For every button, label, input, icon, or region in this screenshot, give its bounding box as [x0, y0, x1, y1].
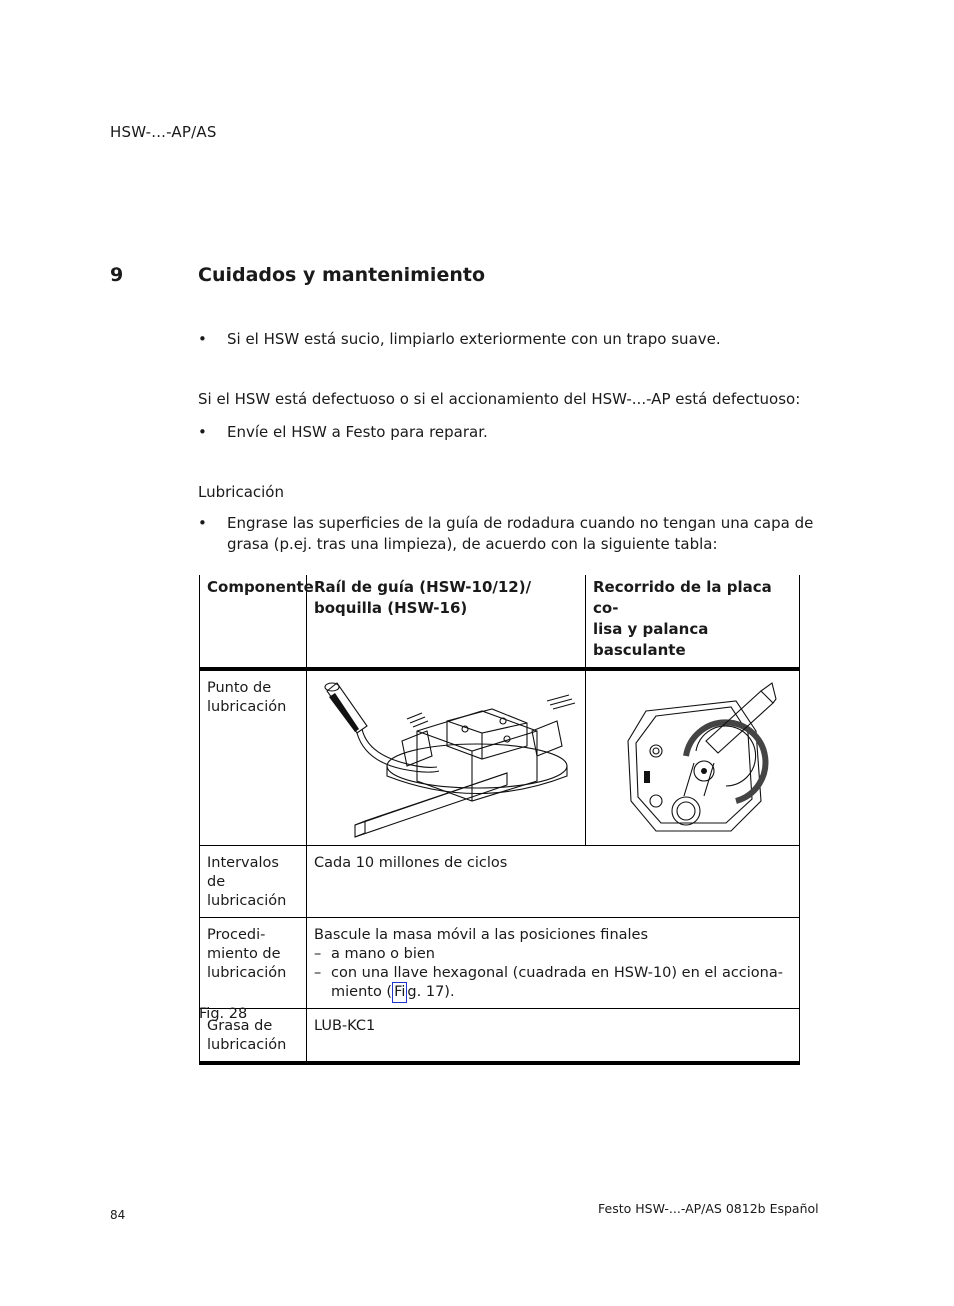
bullet-grease-line1: Engrase las superficies de la guía de rodadura cuando no tengan una capa de [227, 514, 814, 532]
procedure-list [314, 945, 793, 1002]
table-row-grease [200, 1009, 800, 1064]
bullet-grease-line2: grasa (p.ej. tras una limpieza), de acuerdo con la siguiente tabla: [227, 535, 718, 553]
table-row-interval [200, 846, 800, 918]
footer-doc-id: Festo HSW-...-AP/AS 0812b Español [598, 1201, 819, 1216]
list-item: – a mano o bien [314, 945, 793, 964]
header-guide-rail: Raíl de guía (HSW-10/12)/ boquilla (HSW-16) [307, 575, 586, 669]
value-interval: Cada 10 millones de ciclos [307, 846, 800, 918]
header-component: Componente [200, 575, 307, 669]
table-header-row [200, 575, 800, 669]
illustration-guide-rail [307, 669, 586, 846]
header-cam-plate: Recorrido de la placa co- lisa y palanca basculante [586, 575, 800, 669]
running-header: HSW-...-AP/AS [110, 123, 217, 141]
illustration-cam-plate [586, 669, 800, 846]
figure-17-link[interactable]: Fi [392, 982, 407, 1003]
list-item: – con una llave hexagonal (cuadrada en HSW-10) en el acciona- miento ( Fi g. 17). [314, 964, 793, 1002]
value-grease: LUB-KC1 [307, 1009, 800, 1064]
bullet-send [198, 422, 488, 443]
bullet-clean-text: Si el HSW está sucio, limpiarlo exteriormente con un trapo suave. [227, 330, 721, 348]
bullet-symbol: • [198, 423, 207, 441]
lubrication-heading: Lubricación [198, 483, 284, 501]
figure-caption: Fig. 28 [199, 1006, 248, 1022]
bullet-symbol: • [198, 514, 207, 532]
table-row-procedure [200, 918, 800, 1009]
label-point: Punto de lubricación [200, 669, 307, 846]
bullet-send-text: Envíe el HSW a Festo para reparar. [227, 423, 488, 441]
lubrication-table [199, 575, 800, 1065]
page-number: 84 [110, 1208, 126, 1222]
section-number: 9 [110, 264, 124, 286]
guide-rail-drawing [307, 671, 585, 839]
label-interval: Intervalos de lubricación [200, 846, 307, 918]
bullet-grease [198, 513, 814, 555]
defect-intro: Si el HSW está defectuoso o si el accionamiento del HSW-...-AP está defectuoso: [198, 390, 801, 408]
value-procedure: Bascule la masa móvil a las posiciones finales – a mano o bien – con una llave hexagonal (cuadrada en HSW-10) en el acciona- miento ( Fi g. 17). [307, 918, 800, 1009]
bullet-clean [198, 329, 721, 350]
table-row-point [200, 669, 800, 846]
label-grease: Grasa de lubricación [200, 1009, 307, 1064]
label-procedure: Procedi- miento de lubricación [200, 918, 307, 1009]
cam-plate-drawing [586, 671, 799, 839]
bullet-symbol: • [198, 330, 207, 348]
section-title: Cuidados y mantenimiento [198, 264, 485, 286]
